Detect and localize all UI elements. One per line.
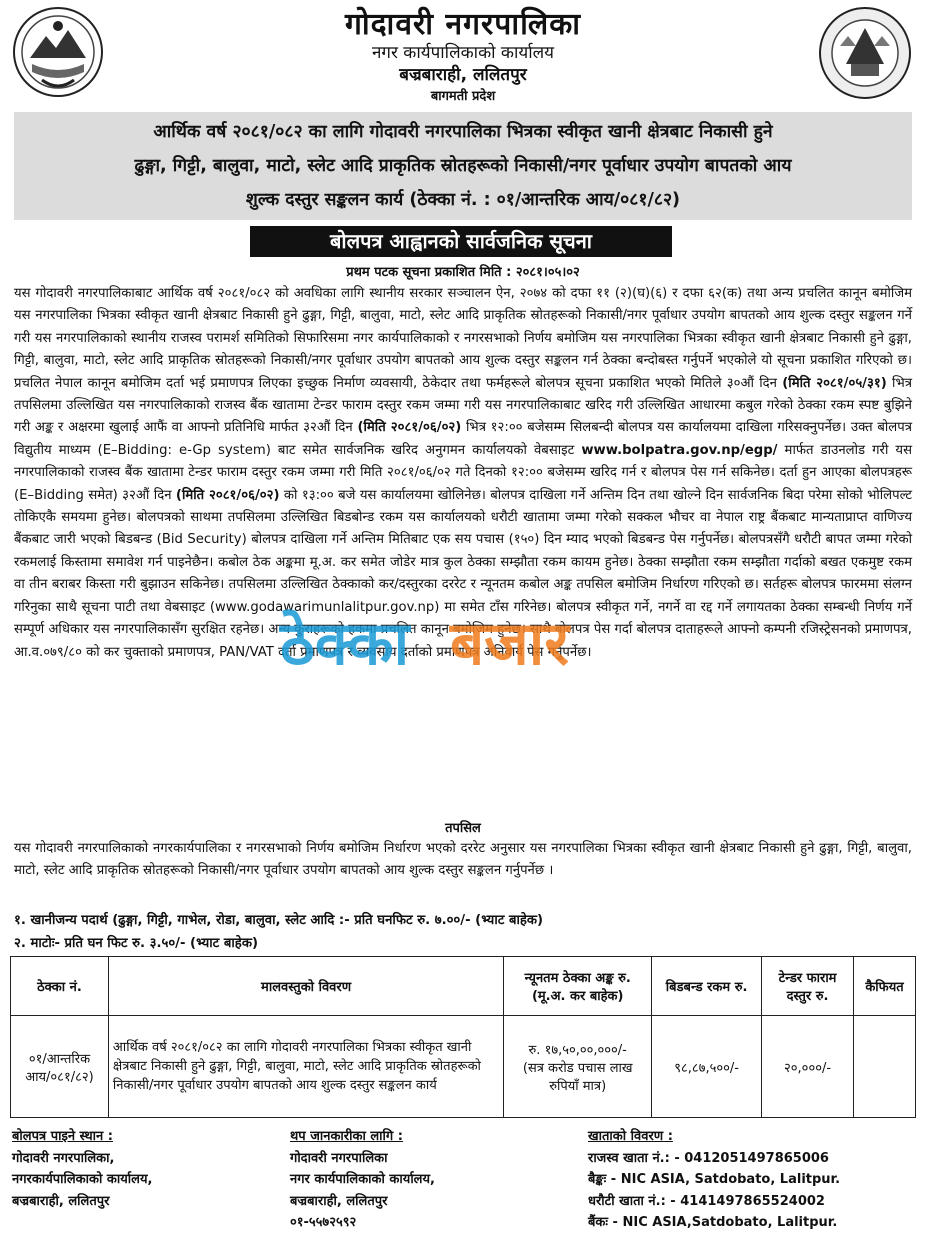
- municipality-title: गोदावरी नगरपालिका: [344, 7, 582, 42]
- contact-info-block: [290, 1126, 550, 1234]
- table-header: न्यूनतम ठेक्का अङ्क रु. (मू.अ. कर बाहेक): [504, 957, 652, 1016]
- revenue-account-number: राजस्व खाता नं.: - 041205149786500​6: [588, 1150, 829, 1166]
- header: [0, 0, 926, 112]
- subject-line-2: ढुङ्गा, गिट्टी, बालुवा, माटो, स्लेट आदि प्राकृतिक स्रोतहरूको निकासी/नगर पूर्वाधार उपयोग बापतको आय: [134, 156, 792, 176]
- remarks-cell: [854, 1016, 916, 1118]
- footer-line: नगरकार्यपालिकाको कार्यालय,: [12, 1172, 153, 1187]
- bid-location-block: [12, 1126, 272, 1212]
- body-part-5: को १३:०० बजे यस कार्यालयमा खोलिनेछ। बोलपत्र दाखिला गर्ने अन्तिम दिन तथा खोल्ने दिन सार्वजनिक बिदा परेमा सोको भोलिपल्ट तोकिएकै समयमा हुनेछ। बोलपत्रको साथमा तपसिलमा उल्लिखित बिडबोन्ड रकम यस कार्यालयको धरौटी खातामा जम्मा गरेको सक्कल भौचर वा नेपाल राष्ट्र बैंकबाट मान्यताप्राप्त वाणिज्य बैंकबाट जारी भएको बिडबन्ड (Bid Security) बोलपत्र दाखिला गर्ने अन्तिम मितिबाट एक सय पचास (१५०) दिन म्याद भएको बिडबन्ड पेस गर्नुपर्नेछ। बोलपत्रसँगै धरौटी बापत जम्मा गरेको रकमलाई किस्तामा समावेश गर्न पाइनेछैन। कबोल ठेक अङ्कमा मू.अ. कर समेत जोडेर मात्र कुल ठेक्का सम्झौता रकम कायम हुनेछ। ठेक्का सम्झौता रकम सम्झौता गर्दाको बखत एकमुष्ट रकम वा तीन बराबर किस्ता गरी बुझाउन सकिनेछ। तपसिलमा उल्लिखित ठेक्काको कर/दस्तुरका दररेट र न्यूनतम कबोल अङ्क तपसिल बमोजिम निर्धारण गरिएको छ। सर्तहरू बोलपत्र फारममा संलग्न गरिनुका साथै सूचना पाटी तथा वेबसाइट (www.godawarimunlalitpur.gov.np) मा समेत टाँस गरिनेछ। बोलपत्र स्वीकृत गर्ने, नगर्ने वा रद्द गर्ने लगायतका ठेक्का सम्बन्धी निर्णय गर्ने सम्पूर्ण अधिकार यस नगरपालिकासँग सुरक्षित रहनेछ। अन्य कुराहरूको हकमा प्रचलित कानून बमोजिम हुनेछ। साथै बोलपत्र पेस गर्दा बोलपत्र दाताहरूले आफ्नो कम्पनी रजिस्ट्रेसनको प्रमाणपत्र, आ.व.०७९/८० को कर चुक्ताको प्रमाणपत्र, PAN/VAT दर्ता प्रमाणपत्र र व्यवसाय दर्ताको प्रमाणपत्र अनिवार्य पेस गर्नुपर्नेछ।: [14, 487, 913, 660]
- description-cell: आर्थिक वर्ष २०८१/०८२ का लागि गोदावरी नगरपालिका भित्रका स्वीकृत खानी क्षेत्रबाट निकासी हुने ढुङ्गा, गिट्टी, बालुवा, माटो, स्लेट आदि प्राकृतिक स्रोतहरूको निकासी/नगर पूर्वाधार उपयोग बापतको आय शुल्क दस्तुर सङ्कलन कार्य: [108, 1016, 503, 1118]
- municipality-seal-icon: [818, 6, 912, 100]
- deadline-date-1: (मिति २०८१/०५/३१): [782, 375, 887, 391]
- subject-line-3: शुल्क दस्तुर सङ्कलन कार्य (ठेक्का नं. : ०१/आन्तरिक आय/०८१/८२): [245, 190, 681, 210]
- table-header: मालवस्तुको विवरण: [108, 957, 503, 1016]
- contract-number-cell: ०१/आन्तरिक आय/०८१/८२): [11, 1016, 109, 1118]
- publish-date: प्रथम पटक सूचना प्रकाशित मिति : २०८१।०५।०२: [346, 265, 580, 280]
- office-address: बज्रबाराही, ललितपुर: [399, 65, 527, 85]
- tapasil-heading: तपसिल: [445, 821, 481, 836]
- min-amount-cell: [504, 1016, 652, 1118]
- watermark-logo: [270, 602, 630, 682]
- tender-table: [10, 956, 916, 1118]
- egp-website-link[interactable]: www.bolpatra.gov.np/egp/: [581, 442, 778, 458]
- notice-subject: [14, 112, 912, 220]
- contact-info-heading: थप जानकारीका लागि :: [290, 1129, 403, 1144]
- watermark-part-2: बजार: [450, 609, 569, 679]
- footer-line: गोदावरी नगरपालिका,: [12, 1150, 115, 1166]
- table-row: [11, 1016, 916, 1118]
- deposit-bank-name: बैंकः - NIC ASIA,Satdobato, Lalitpur.: [588, 1215, 838, 1230]
- footer-line: नगर कार्यपालिकाको कार्यालय,: [290, 1172, 435, 1187]
- body-part-3: भित्र १२:०० बजेसम्म सिलबन्दी बोलपत्र यस कार्यालयमा दाखिला गरिसक्नुपर्नेछ। उक्त बोलपत्र विद्युतीय माध्यम (E–Bidding: e-Gp system) बाट समेत सार्वजनिक खरिद अनुगमन कार्यालयको वेबसाइट: [14, 420, 912, 458]
- table-header: टेन्डर फाराम दस्तुर रु.: [762, 957, 854, 1016]
- table-header-row: [11, 957, 916, 1016]
- deposit-account-number: धरौटी खाता नं.: - 4141497865524002: [588, 1193, 825, 1209]
- table-header: ठेक्का नं.: [11, 957, 109, 1016]
- body-part-1: यस गोदावरी नगरपालिकाबाट आर्थिक वर्ष २०८१/०८२ को अवधिका लागि स्थानीय सरकार सञ्चालन ऐन, २०७४ को दफा ११ (२)(घ)(६) र दफा ६२(क) तथा अन्य प्रचलित कानून बमोजिम यस नगरपालिका भित्रका स्वीकृत खानी क्षेत्रबाट निकासी हुने ढुङ्गा, गिट्टी, बालुवा, माटो, स्लेट आदि प्राकृतिक स्रोतहरूको निकासी/नगर पूर्वाधार उपयोग बापतको आय शुल्क दस्तुर सङ्कलन गर्ने गरी यस नगरपालिकाको स्थानीय राजस्व परामर्श समितिको सिफारिसमा नगर कार्यपालिकाको र नगरसभाको निर्णय बमोजिम यस नगरपालिका भित्रका स्वीकृत खानी क्षेत्रबाट निकासी हुने ढुङ्गा, गिट्टी, बालुवा, माटो, स्लेट आदि प्राकृतिक स्रोतहरूको निकासी/नगर पूर्वाधार उपयोग बापतको आय शुल्क दस्तुर सङ्कलन गर्न ठेक्का बन्दोबस्त गर्नुपर्ने भएकोले यो सूचना प्रकाशित गरिएको छ। प्रचलित नेपाल कानून बमोजिम दर्ता भई प्रमाणपत्र लिएका इच्छुक निर्माण व्यवसायी, ठेकेदार तथा फर्महरूले बोलपत्र सूचना प्रकाशित भएको मितिले ३०औं दिन: [14, 286, 912, 391]
- tapasil-text: यस गोदावरी नगरपालिकाको नगरकार्यपालिका र नगरसभाको निर्णय बमोजिम निर्धारण भएको दररेट अनुसार यस नगरपालिका भित्रका स्वीकृत खानी क्षेत्रबाट निकासी हुने ढुङ्गा, गिट्टी, बालुवा, माटो, स्लेट आदि प्राकृतिक स्रोतहरूको निकासी/नगर पूर्वाधार उपयोग बापतको आय शुल्क दस्तुर सङ्कलन गर्नुपर्नेछ ।: [14, 841, 912, 879]
- account-details-block: [588, 1126, 918, 1234]
- body-part-2: भित्र तपसिलमा उल्लिखित यस नगरपालिकाको राजस्व बैंक खातामा टेन्डर फाराम दस्तुर रकम जम्मा गरी यस नगरपालिकाबाट खरिद गरी उल्लिखित आधारमा कबुल गरेको ठेक्का रकम स्पष्ट बुझिने गरी अङ्क र अक्षरमा खुलाई आफैं वा आफ्नो प्रतिनिधि मार्फत ३२औं दिन: [14, 375, 912, 436]
- table-header: बिडबन्ड रकम रु.: [652, 957, 762, 1016]
- watermark-part-1: ठेक्का: [280, 609, 410, 679]
- notice-banner: बोलपत्र आह्वानको सार्वजनिक सूचना: [250, 226, 672, 257]
- phone-number: ०१-५५७२५९२: [290, 1215, 357, 1230]
- rate-line-1: १. खानीजन्य पदार्थ (ढुङ्गा, गिट्टी, गाभेल, रोडा, बालुवा, स्लेट आदि :- प्रति घनफिट रु. ७.००/- (भ्याट बाहेक): [14, 913, 544, 928]
- body-part-4: मार्फत डाउनलोड गरी यस नगरपालिकाको राजस्व बैंक खातामा टेन्डर फाराम दस्तुर रकम जम्मा गरी मिति २०८१/०६/०२ गते दिनको १२:०० बजेसम्म खरिद गर्न र बोलपत्र पेस गर्न सकिनेछ। दर्ता हुन आएका बोलपत्रहरू (E–Bidding समेत) ३२औं दिन: [14, 442, 912, 503]
- tender-fee-cell: २०,०००/-: [762, 1016, 854, 1118]
- subject-line-1: आर्थिक वर्ष २०८१/०८२ का लागि गोदावरी नगरपालिका भित्रका स्वीकृत खानी क्षेत्रबाट निकासी हुने: [153, 122, 773, 142]
- min-amount-figure: रु. १७,५०,००,०००/-: [528, 1042, 627, 1058]
- table-header: कैफियत: [854, 957, 916, 1016]
- office-name: नगर कार्यपालिकाको कार्यालय: [371, 43, 555, 63]
- account-details-heading: खाताको विवरण :: [588, 1129, 673, 1144]
- min-amount-words: (सत्र करोड पचास लाख रुपियाँ मात्र): [522, 1060, 633, 1094]
- bid-location-heading: बोलपत्र पाइने स्थान :: [12, 1129, 113, 1144]
- province-name: बागमती प्रदेश: [430, 89, 496, 104]
- rate-line-2: २. माटोः- प्रति घन फिट रु. ३.५०/- (भ्याट बाहेक): [14, 936, 258, 951]
- opening-date: (मिति २०८१/०६/०२): [175, 487, 280, 503]
- revenue-bank-name: बैङ्कः - NIC ASIA, Satdobato, Lalitpur.: [588, 1172, 841, 1187]
- deadline-date-2: (मिति २०८१/०६/०२): [357, 420, 462, 436]
- footer-line: बज्रबाराही, ललितपुर: [290, 1193, 388, 1209]
- bid-bond-cell: ९८,८७,५००/-: [652, 1016, 762, 1118]
- footer-line: गोदावरी नगरपालिका: [290, 1150, 388, 1166]
- footer-line: बज्रबाराही, ललितपुर: [12, 1193, 110, 1209]
